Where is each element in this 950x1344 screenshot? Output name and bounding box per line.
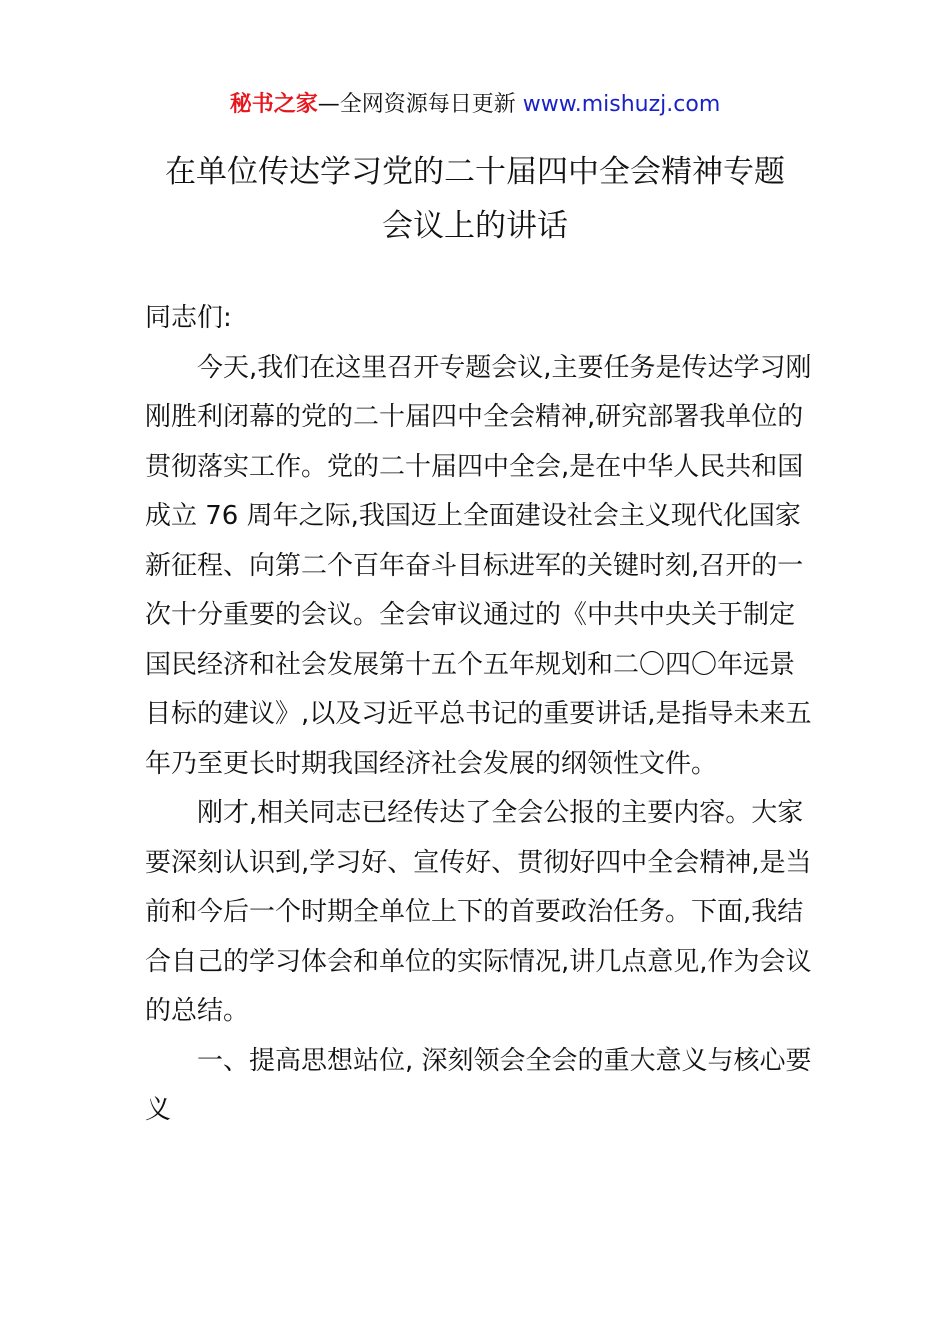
paragraph-line: 前和今后一个时期全单位上下的首要政治任务。下面,我结 [145, 897, 804, 927]
document-body [145, 294, 815, 1136]
site-brand: 秘书之家 [229, 92, 318, 117]
paragraph-line: 国民经济和社会发展第十五个五年规划和二〇四〇年远景 [145, 649, 796, 680]
paragraph-line: 刚才,相关同志已经传达了全会公报的主要内容。大家 [197, 798, 804, 828]
paragraph-line: 新征程、向第二个百年奋斗目标进军的关键时刻,召开的一 [145, 550, 804, 581]
paragraph-line: 要深刻认识到,学习好、宣传好、贯彻好四中全会精神,是当 [145, 847, 812, 878]
heading-line: 一、提高思想站位, 深刻领会全会的重大意义与核心要 [197, 1045, 812, 1076]
site-url-link[interactable]: www.mishuzj.com [522, 92, 721, 117]
paragraph-line: 刚胜利闭幕的党的二十届四中全会精神,研究部署我单位的 [145, 402, 804, 432]
salutation: 同志们: [145, 303, 232, 333]
paragraph-2 [145, 789, 815, 1037]
site-slogan: —全网资源每日更新 [317, 92, 523, 117]
paragraph-line: 年乃至更长时期我国经济社会发展的纲领性文件。 [145, 748, 718, 779]
paragraph-line: 今天,我们在这里召开专题会议,主要任务是传达学习刚 [197, 352, 812, 383]
paragraph-line: 成立 76 周年之际,我国迈上全面建设社会主义现代化国家 [145, 501, 801, 531]
paragraph-line: 次十分重要的会议。全会审议通过的《中共中央关于制定 [145, 600, 796, 630]
paragraph-1 [145, 344, 815, 790]
title-line: 会议上的讲话 [382, 208, 568, 244]
site-header [0, 88, 950, 122]
heading-line: 义 [145, 1095, 172, 1125]
paragraph-line: 的总结。 [145, 996, 250, 1026]
document-title [130, 145, 820, 253]
paragraph-line: 贯彻落实工作。党的二十届四中全会,是在中华人民共和国 [145, 451, 804, 482]
paragraph-line: 目标的建议》,以及习近平总书记的重要讲话,是指导未来五 [145, 699, 812, 729]
title-line: 在单位传达学习党的二十届四中全会精神专题 [165, 154, 785, 190]
paragraph-line: 合自己的学习体会和单位的实际情况,讲几点意见,作为会议 [145, 946, 812, 977]
section-heading-1 [145, 1037, 815, 1136]
